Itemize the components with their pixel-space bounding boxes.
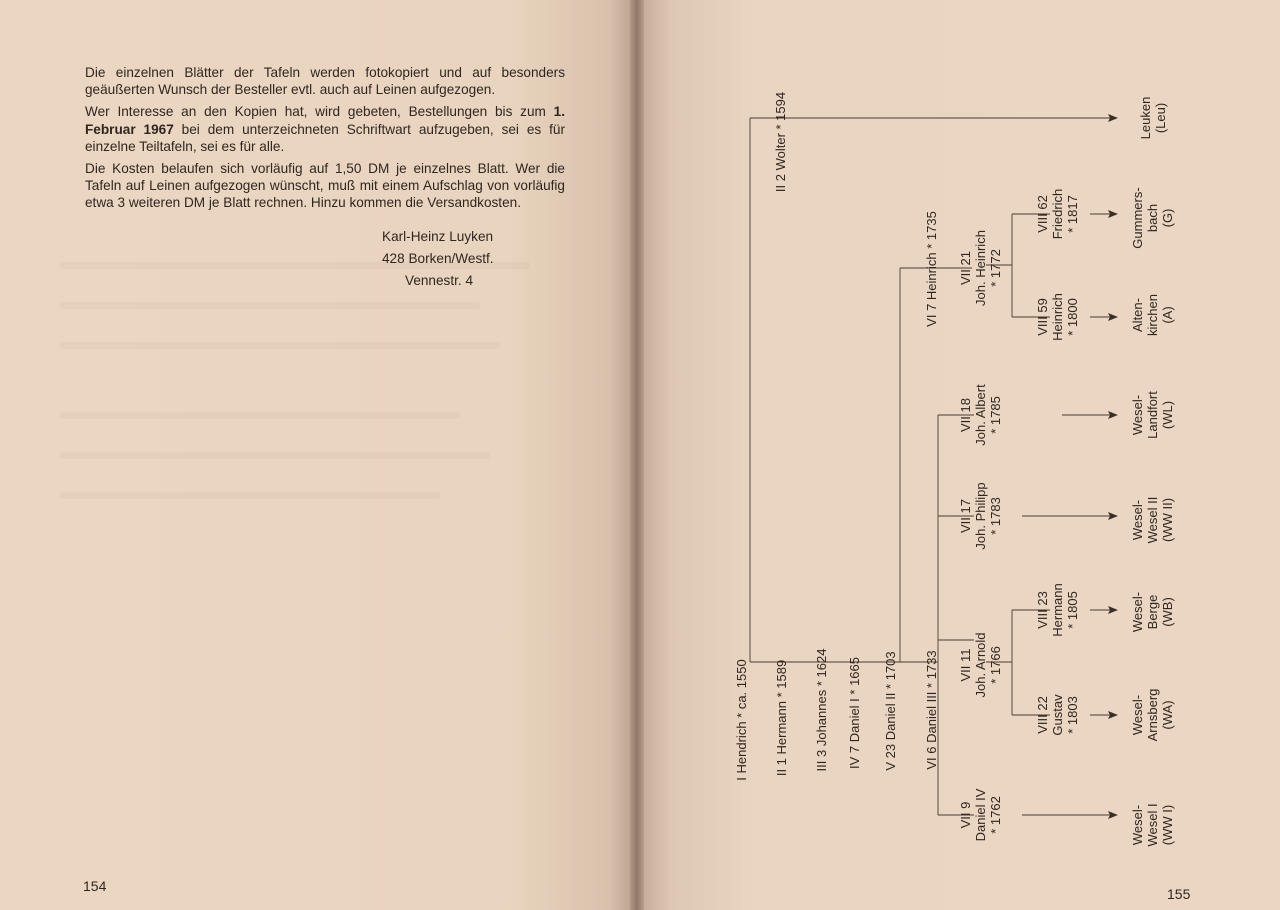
- person-vii-9: [958, 788, 1003, 841]
- family-tree: [640, 0, 1280, 910]
- svg-text:Leuken: Leuken: [1138, 96, 1153, 140]
- svg-text:* 1783: * 1783: [988, 497, 1003, 535]
- svg-text:Wesel I: Wesel I: [1145, 803, 1160, 847]
- svg-text:Berge: Berge: [1145, 594, 1160, 630]
- svg-text:Gustav: Gustav: [1050, 694, 1065, 736]
- svg-text:bach: bach: [1145, 203, 1160, 233]
- svg-text:VIII 59: VIII 59: [1035, 298, 1050, 336]
- person-vii-11: [958, 632, 1003, 697]
- bleed-through: [60, 492, 440, 499]
- svg-text:VII 17: VII 17: [958, 499, 973, 533]
- paragraph-copies: Die einzelnen Blätter der Tafeln werden fotokopiert und auf besonders geäußerten Wunsch der Besteller evtl. auch auf Leinen aufgezogen.: [85, 65, 565, 98]
- svg-text:Wesel-: Wesel-: [1130, 694, 1145, 736]
- svg-text:Heinrich: Heinrich: [1050, 293, 1065, 341]
- svg-text:Wesel-: Wesel-: [1130, 804, 1145, 846]
- svg-text:Wesel II: Wesel II: [1145, 496, 1160, 544]
- svg-text:kirchen: kirchen: [1145, 294, 1160, 336]
- person-i-hendrich: I Hendrich * ca. 1550: [734, 659, 749, 781]
- svg-text:Joh. Heinrich: Joh. Heinrich: [973, 230, 988, 306]
- line-altenkirchen: [1130, 294, 1175, 336]
- paragraph-costs: Die Kosten belaufen sich vorläufig auf 1,50 DM je einzelnes Blatt. Wer die Tafeln auf Leinen aufgezogen wünscht, muß mit einem Aufschlag von vorläufig etwa 3 weiteren DM je Blatt rechnen. Hinzu kommen die Versandkosten.: [85, 161, 565, 211]
- svg-text:Landfort: Landfort: [1145, 391, 1160, 439]
- bleed-through: [60, 452, 490, 459]
- svg-text:* 1772: * 1772: [988, 249, 1003, 287]
- deadline-date: 1. Februar 1967: [85, 104, 565, 137]
- line-gummersbach: [1130, 187, 1175, 248]
- person-viii-22: [1035, 694, 1080, 736]
- person-vi-6-daniel-iii: VI 6 Daniel III * 1733: [924, 650, 939, 770]
- svg-text:Joh. Arnold: Joh. Arnold: [973, 632, 988, 698]
- svg-text:(WA): (WA): [1160, 700, 1175, 730]
- svg-text:VII 9: VII 9: [958, 801, 973, 829]
- svg-text:Gummers-: Gummers-: [1130, 187, 1145, 249]
- paragraph-orders: Wer Interesse an den Kopien hat, wird gebeten, Bestellungen bis zum 1. Februar 1967 bei dem unterzeichneten Schriftwart aufzugeben, sei es für einzelne Teiltafeln, sei es für alle.: [85, 104, 565, 154]
- person-vii-18: [958, 384, 1003, 446]
- svg-text:(G): (G): [1160, 208, 1175, 228]
- svg-text:Arnsberg: Arnsberg: [1145, 688, 1160, 742]
- svg-text:* 1803: * 1803: [1065, 696, 1080, 734]
- svg-text:* 1805: * 1805: [1065, 591, 1080, 629]
- person-vii-17: [958, 482, 1003, 549]
- person-viii-59: [1035, 293, 1080, 341]
- svg-text:Wesel-: Wesel-: [1130, 499, 1145, 541]
- svg-text:VII 18: VII 18: [958, 398, 973, 432]
- svg-text:Joh. Philipp: Joh. Philipp: [973, 482, 988, 550]
- left-page-text: [85, 64, 565, 217]
- svg-text:VIII 62: VIII 62: [1035, 195, 1050, 233]
- svg-text:VIII 23: VIII 23: [1035, 591, 1050, 629]
- signature-street: Vennestr. 4: [405, 273, 474, 288]
- arrow-heads: [1108, 114, 1118, 819]
- signature-city: 428 Borken/Westf.: [382, 251, 494, 266]
- svg-text:* 1817: * 1817: [1065, 195, 1080, 233]
- svg-text:* 1762: * 1762: [988, 796, 1003, 834]
- svg-text:(Leu): (Leu): [1153, 102, 1168, 134]
- person-vi-7-heinrich: VI 7 Heinrich * 1735: [924, 211, 939, 327]
- page-number-left: 154: [83, 878, 107, 894]
- svg-text:Daniel IV: Daniel IV: [973, 788, 988, 842]
- svg-text:Wesel-: Wesel-: [1130, 394, 1145, 436]
- svg-text:* 1785: * 1785: [988, 396, 1003, 434]
- line-wesel-landfort: [1130, 391, 1175, 439]
- svg-text:Joh. Albert: Joh. Albert: [973, 384, 988, 446]
- bleed-through: [60, 412, 460, 419]
- person-v-23-daniel-ii: V 23 Daniel II * 1703: [883, 651, 898, 771]
- svg-text:(A): (A): [1160, 306, 1175, 324]
- line-wesel-arnsberg: [1130, 689, 1175, 742]
- signature-block: [382, 226, 494, 292]
- svg-text:Alten-: Alten-: [1130, 298, 1145, 332]
- person-viii-62: [1035, 189, 1080, 240]
- bleed-through: [60, 302, 480, 309]
- svg-text:(WL): (WL): [1160, 400, 1175, 430]
- person-viii-23: [1035, 583, 1080, 636]
- person-iii-3-johannes: III 3 Johannes * 1624: [814, 648, 829, 772]
- line-leuken: [1138, 97, 1168, 140]
- svg-text:* 1766: * 1766: [988, 646, 1003, 684]
- line-wesel-wesel-ii: [1130, 497, 1175, 544]
- bleed-through: [60, 342, 500, 349]
- line-wesel-berge: [1130, 592, 1175, 632]
- svg-text:Friedrich: Friedrich: [1050, 188, 1065, 240]
- svg-text:(WW II): (WW II): [1160, 497, 1175, 543]
- svg-text:Wesel-: Wesel-: [1130, 591, 1145, 633]
- line-wesel-wesel-i: [1130, 803, 1175, 846]
- person-vii-21: [958, 230, 1003, 306]
- svg-text:VIII 22: VIII 22: [1035, 696, 1050, 734]
- svg-text:VII 21: VII 21: [958, 251, 973, 285]
- svg-text:(WB): (WB): [1160, 597, 1175, 627]
- person-ii-2-wolter: II 2 Wolter * 1594: [773, 91, 788, 193]
- svg-text:VII 11: VII 11: [958, 648, 973, 682]
- svg-text:* 1800: * 1800: [1065, 298, 1080, 336]
- person-ii-1-hermann: II 1 Hermann * 1589: [774, 659, 789, 777]
- svg-text:(WW I): (WW I): [1160, 804, 1175, 846]
- svg-text:Hermann: Hermann: [1050, 583, 1065, 637]
- signature-name: Karl-Heinz Luyken: [382, 229, 494, 244]
- person-iv-7-daniel-i: IV 7 Daniel I * 1665: [847, 656, 862, 770]
- page-number-right: 155: [1167, 886, 1191, 902]
